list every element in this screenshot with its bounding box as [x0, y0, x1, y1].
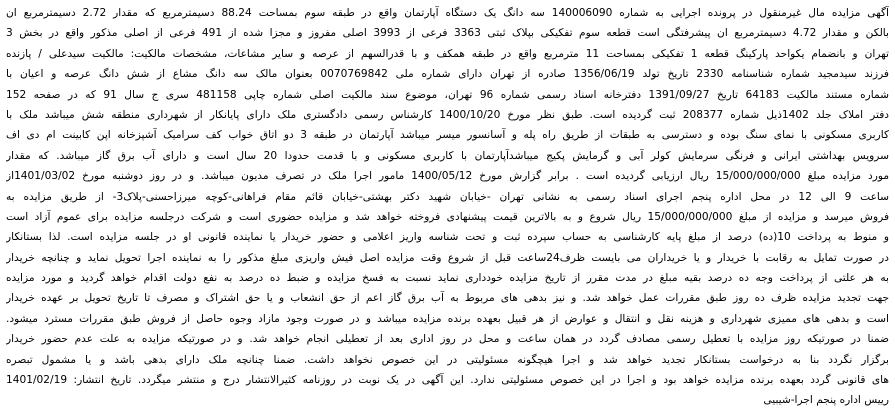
- notice-line: فرزند سیدمجید شماره شناسنامه 2330 تاریخ تولد 1356/06/19 صادره از تهران دارای شماره ملی 0070769842 بعنوان مالک سه دانگ مشاع از شش دانگ عرصه و اعیان با: [6, 68, 889, 81]
- notice-line: سرویس بهداشتی ایرانی و فرنگی سرمایش کولر آبی و گرمایش پکیج میباشدآپارتمان با کاربری مسکونی و با قدمت حدودا 20 سال است و دارای آب برق گاز میباشد. که مقدار: [6, 149, 889, 162]
- notice-line: های قانونی گردد بعهده برنده مزایده خواهد بود و اجرا در این خصوص مسئولیتی ندارد. این آگهی در یک نوبت در روزنامه کثیرالانتشار درج و منتشر میگردد. تاریخ انتشار: 1401/02/19: [6, 374, 889, 387]
- notice-line: شماره مستند مالکیت 64183 تاریخ 1391/09/27 دفترخانه اسناد رسمی شماره 96 تهران، موضوع سند مالکیت اصلی شماره چاپی 481158 سری ج سال 91 که در صفحه 152: [6, 88, 889, 101]
- notice-line: کاربری مسکونی با نمای سنگ بوده و دسترسی به طبقات از طریق راه پله و آسانسور میسر میباشد آپارتمان در طبقه 3 دو اتاق خواب کف سرامیک آشپزخانه اپن کابینت ام دی اف: [6, 129, 889, 142]
- notice-line: است و بدهی های ممیزی شهرداری و هزینه نقل و انتقال و عوارض از هر قبیل بعهده برنده مزایده میباشد و در صورت وجود مازاد وجوه حاصل از فروش طبق مقررات مسترد میشود.: [6, 312, 889, 325]
- notice-line: دفتر املاک جلد 1402ذیل شماره 208377 ثبت گردیده است. طبق نظر مورخ 1400/10/20 کارشناس رسمی دادگستری ملک دارای پایانکار از شهرداری منطقه شش میباشد ملک با: [6, 108, 889, 121]
- notice-line: برگزار نگردد بنا به درخواست بستانکار تجدید خواهد شد و اجرا هیچگونه مسئولیتی در این خصوص نخواهد داشت. ضمنا چنانچه ملک دارای بدهی باشد و یا مشمول تبصره: [6, 353, 889, 366]
- notice-line: ساعت 9 الی 12 در محل اداره پنجم اجرای اسناد رسمی به نشانی تهران -خیابان شهید دکتر بهشتی-خیابان قائم مقام فراهانی-کوچه میرزاحسنی-پلاک3- از طریق مزایده به: [6, 190, 889, 203]
- notice-line: آگهی مزایده مال غیرمنقول در پرونده اجرایی به شماره 140006090 سه دانگ یک دستگاه آپارتمان واقع در طبقه سوم بمساحت 88.24 دسیمترمربع که مقدار 2.72 دسیمترمربع ان: [6, 7, 889, 19]
- notice-line: ضمنا در صورتیکه روز مزایده با تعطیل رسمی مصادف گردد در همان ساعت و محل در روز اداری بعد از تعطیلی انجام خواهد شد. و در صورتیکه مزایده به علت عدم حضور خریدار: [6, 333, 889, 346]
- notice-signature-line: رییس اداره پنجم اجرا-شیبیی: [763, 394, 889, 407]
- notice-line: مورد مزایده مبلغ 15/000/000/000 ریال ارزیابی گردیده است . برابر گزارش مورخ 1400/05/12 مامور اجرا ملک در تصرف مدیون میباشد. و در روز دوشنبه مورخ 1401/03/02از: [6, 170, 889, 183]
- notice-line: جهت تجدید مزایده ظرف ده روز طبق مقررات عمل خواهد شد. و نیز بدهی های مربوط به آب برق گاز اعم از حق انشعاب و یا حق اشتراک و مصرف تا تاریخ تحویل بر عهده خریدار: [6, 292, 889, 305]
- notice-line: در صورت تمایل به رقابت با خریدار و یا خریداران می بایست ظرف24ساعت قبل از شروع وقت مزایده اصل فیش واریزی مبلغ مذکور را به نماینده اجرا تحویل نماید و چنانچه خریدار: [6, 251, 889, 264]
- notice-line: بالکن و مقدار 4.72 دسیمترمربع ان پیشرفتگی است قطعه سوم تفکیکی بپلاک ثبتی 3363 فرعی از 3993 اصلی مفروز و مجزا شده از 491 فرعی از اصلی مذکور واقع در بخش 3: [6, 27, 889, 40]
- notice-line: به هر علتی از پرداخت وجه ده درصد بقیه مبلغ در مدت مقرر از تاریخ مزایده خودداری نماید نسبت به فسخ مزایده و ضبط ده درصد به نفع دولت اقدام خواهد گردید و مورد مزایده: [6, 272, 889, 285]
- notice-line: تهران و بانضمام یکواحد پارکینگ قطعه 1 تفکیکی بمساحت 11 مترمربع واقع در طبقه همکف و با قدرالسهم از عرصه و سایر مشاعات، مشخصات مالکیت: مالکیت سیدعلی / پازنده: [6, 47, 889, 60]
- notice-line: فروش میرسد و مزایده از مبلغ 15/000/000/000 ریال شروع و به بالاترین قیمت پیشنهادی فروخته خواهد شد و مزایده حضوری است و شرکت درجلسه مزایده برای عموم آزاد است: [6, 210, 889, 223]
- notice-line: و منوط به پرداخت 10(ده) درصد از مبلغ پایه کارشناسی به حساب سپرده ثبت و تحت شناسه واریز اعلامی و حضور خریدار یا نماینده قانونی او در جلسه مزایده است. لذا بستانکار: [6, 231, 889, 244]
